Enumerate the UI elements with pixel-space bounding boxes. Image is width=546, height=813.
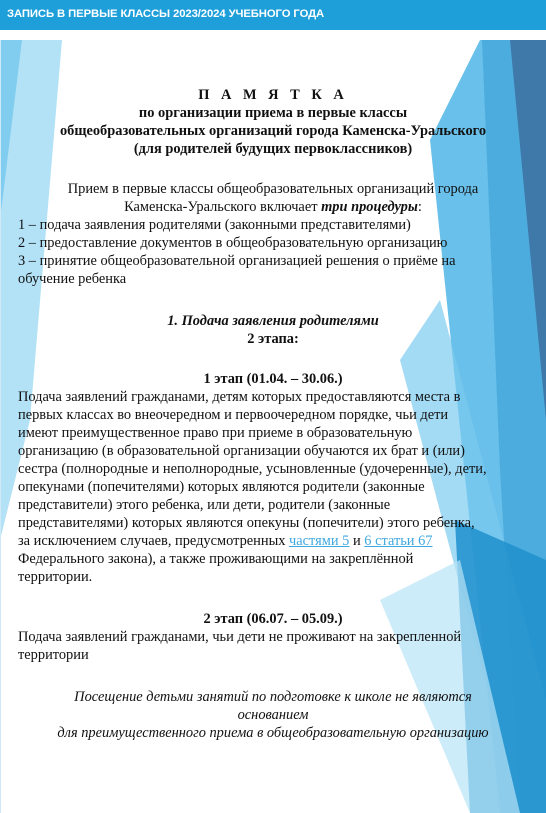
stage-1-line: представителями) которых являются опекуны (попечители) этого ребенка, <box>18 515 475 531</box>
law-link-article-67[interactable]: 6 статьи 67 <box>364 533 433 549</box>
section-1-stages: 2 этапа: <box>247 331 299 347</box>
section-1-title: 1. Подача заявления родителями <box>167 313 379 329</box>
memo-subtitle-line-2: общеобразовательных организаций города Каменска-Уральского <box>59 123 487 139</box>
intro-line-1: Прием в первые классы общеобразовательных организаций города <box>67 181 479 197</box>
intro-colon: : <box>417 199 422 215</box>
procedure-2: 2 – предоставление документов в общеобразовательную организацию <box>18 235 448 251</box>
stage-1-line: территории. <box>18 569 93 585</box>
stage-1-line: организацию (в образовательной организации обучаются их брат и (или) <box>18 443 465 459</box>
header-title: ЗАПИСЬ В ПЕРВЫЕ КЛАССЫ 2023/2024 УЧЕБНОГО ГОДА <box>7 8 325 20</box>
stage-1-conjunction: и <box>349 533 365 549</box>
procedure-3: 3 – принятие общеобразовательной организацией решения о приёме на <box>18 253 456 269</box>
stage-1-line: первых классах во внеочередном и первоочередном порядке, чьи дети <box>18 407 449 423</box>
law-link-part-5[interactable]: частями 5 <box>289 533 350 549</box>
stage-1-line: представители) этого ребенка, или дети, родители (законные <box>18 497 391 513</box>
procedure-1: 1 – подача заявления родителями (законными представителями) <box>18 217 411 233</box>
stage-2-line: Подача заявлений гражданами, чьи дети не проживают на закрепленной <box>18 629 462 645</box>
intro-emphasis: три процедуры <box>321 199 418 215</box>
note-line-1: Посещение детьми занятий по подготовке к школе не являются <box>74 689 472 705</box>
note-line-2: основанием <box>237 707 309 723</box>
stage-1-text: за исключением случаев, предусмотренных <box>18 533 290 549</box>
stage-1-line: имеют преимущественное право при приеме в образовательную <box>18 425 413 441</box>
intro-text: Каменска-Уральского включает <box>124 199 322 215</box>
memo-subtitle-line-1: по организации приема в первые классы <box>138 105 408 121</box>
memo-title: П А М Я Т К А <box>198 87 348 103</box>
stage-1-line: опекунами (попечителями) которых являются родители (законные <box>18 479 425 495</box>
procedure-3-continued: обучение ребенка <box>18 271 127 287</box>
stage-2-title: 2 этап (06.07. – 05.09.) <box>203 611 343 627</box>
stage-1-line-with-links <box>18 532 433 550</box>
memo-subtitle-line-3: (для родителей будущих первоклассников) <box>133 141 413 157</box>
stage-1-title: 1 этап (01.04. – 30.06.) <box>203 371 343 387</box>
stage-2-line: территории <box>18 647 89 663</box>
intro-line-2 <box>0 198 546 216</box>
stage-1-line: Подача заявлений гражданами, детям которых предоставляются места в <box>18 389 461 405</box>
stage-1-line: Федерального закона), а также проживающими на закреплённой <box>18 551 414 567</box>
stage-1-line: сестра (полнородные и неполнородные, усыновленные (удочеренные), дети, <box>18 461 487 477</box>
note-line-3: для преимущественного приема в общеобразовательную организацию <box>57 725 489 741</box>
